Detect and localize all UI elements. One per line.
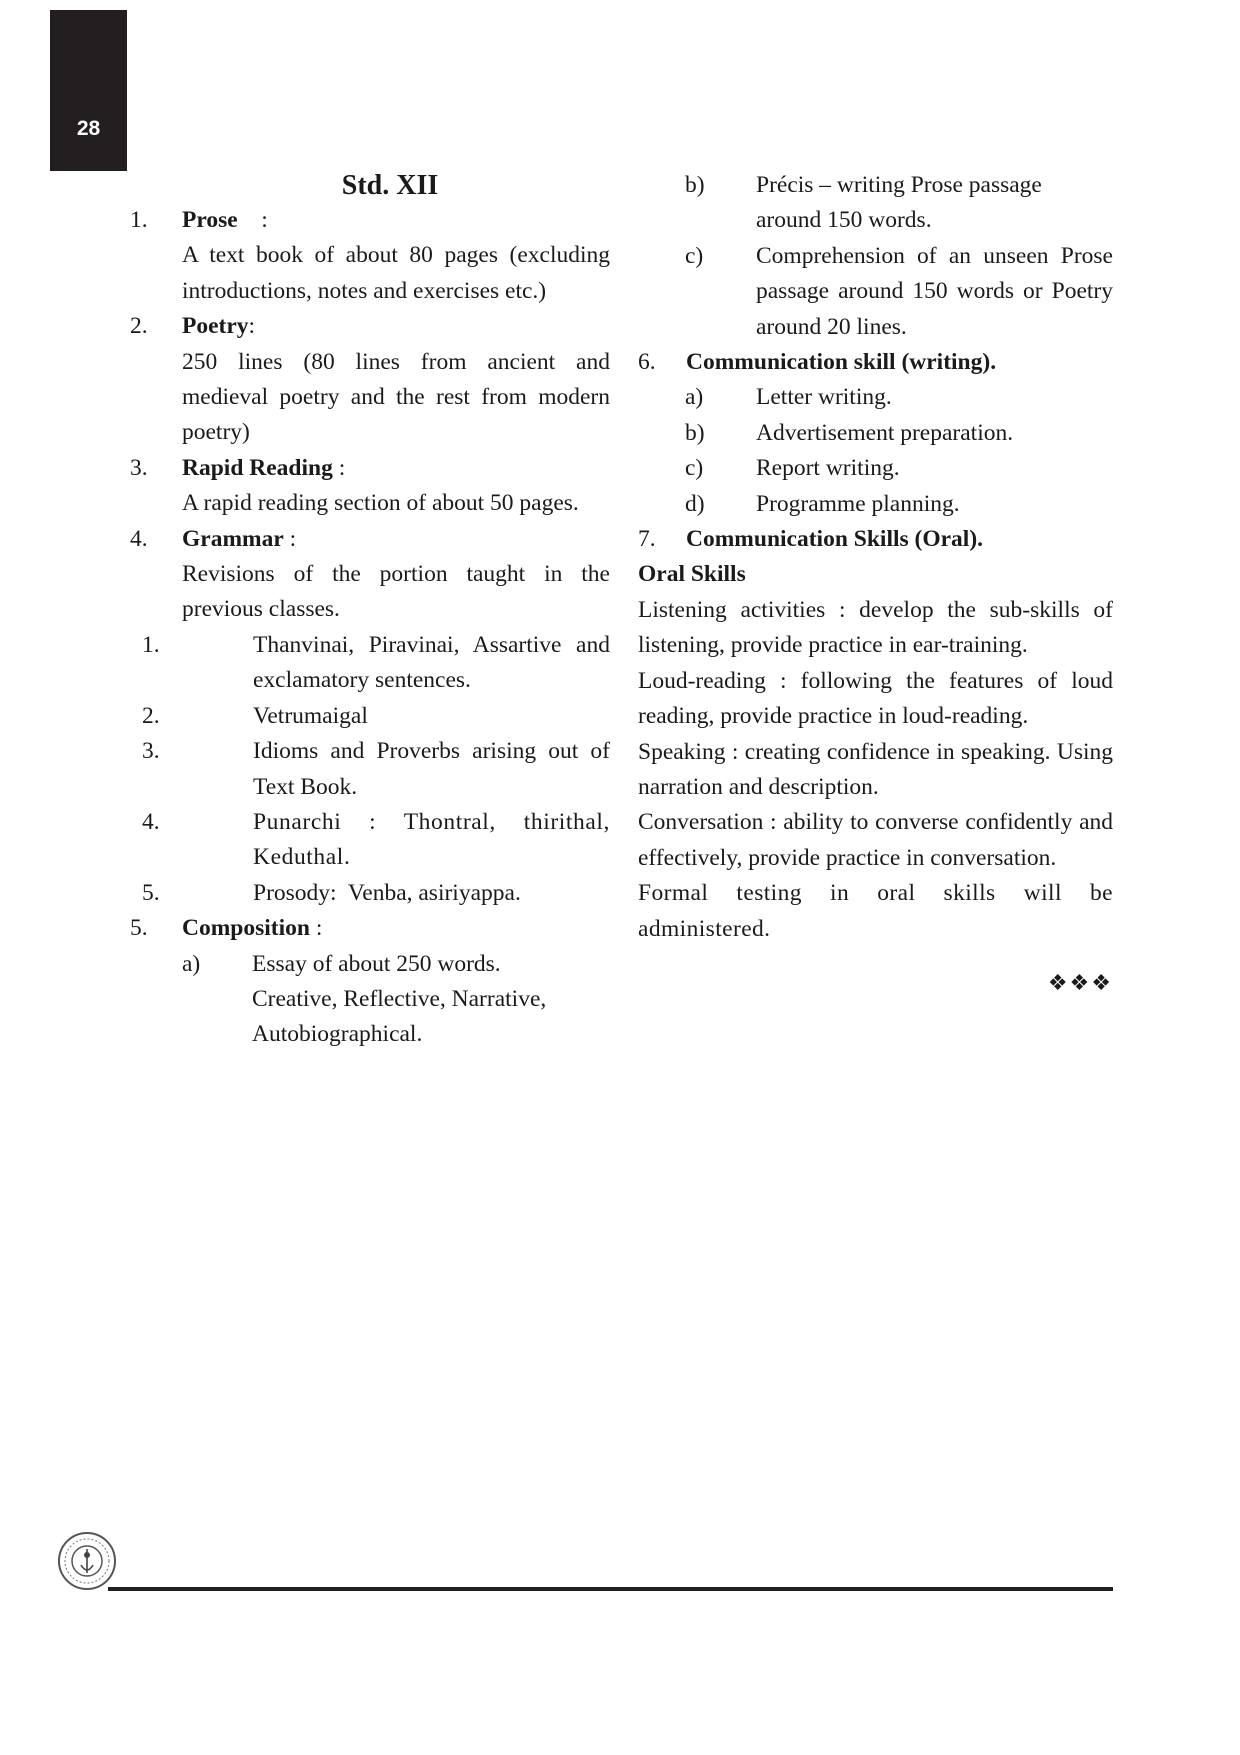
list-item [130,451,610,486]
subitem-number: 5. [142,879,160,906]
item-heading: Rapid Reading [182,454,333,481]
subitem-text: Comprehension of an unseen Prose passage around 150 words or Poetry around 20 lines. [756,242,1113,340]
grammar-subitem [130,876,610,911]
paragraph: Formal testing in oral skills will be administered. [638,880,1113,942]
subitem-number: 4. [142,808,160,835]
subitem-text: Vetrumaigal [253,702,368,729]
paragraph: Conversation : ability to converse confidently and effectively, provide practice in conversation. [638,809,1113,871]
composition-subitem [130,947,610,1053]
paragraph: Listening activities : develop the sub-skills of listening, provide practice in ear-training. [638,596,1113,659]
page-number: 28 [76,117,101,140]
subitem-line: Essay of about 250 words. [252,950,501,977]
item-number: 5. [130,915,148,942]
paragraph: Loud-reading : following the features of loud reading, provide practice in loud-reading. [638,667,1113,730]
section-end-ornament: ❖❖❖ [1047,969,1113,995]
list-item [638,345,1113,380]
item-separator: : [309,915,323,942]
subitem-text: Punarchi : Thontral, thirithal, Keduthal. [253,808,610,871]
subitem-number: b) [685,172,705,198]
oral-skills-heading: Oral Skills [638,561,746,588]
subitem-text: Prosody: Venba, asiriyappa. [253,879,521,906]
item-separator: : [283,525,297,552]
list-item [638,522,1113,557]
subitem-number: 3. [142,738,160,765]
item-number: 2. [130,313,148,340]
subitem-number: b) [685,419,705,446]
item-heading: Composition [182,915,310,942]
item-heading: Communication Skills (Oral). [686,526,984,553]
item-heading: Grammar [182,525,284,552]
item-number: 3. [130,454,148,481]
right-column [638,168,1113,1000]
subitem-number: 2. [142,702,160,729]
subitem-text: Programme planning. [756,490,960,517]
paragraph: Speaking : creating confidence in speaking. Using narration and description. [638,738,1113,800]
item-separator: : [237,207,268,233]
grammar-subitem [130,628,610,699]
item-separator: : [332,454,346,481]
list-item [130,309,610,344]
item-number: 4. [130,525,148,552]
subitem-line: Creative, Reflective, Narrative, [252,985,547,1012]
grammar-subitem [130,805,610,876]
item-heading: Poetry [182,313,249,340]
item-body: A text book of about 80 pages (excluding introductions, notes and exercises etc.) [182,242,610,304]
emblem-seal-icon [57,1531,117,1591]
subitem-number: a) [685,384,704,411]
subitem-number: c) [685,242,704,269]
subitem-text: Advertisement preparation. [756,419,1014,446]
item-heading: Prose [182,207,238,233]
subitem-line: Autobiographical. [252,1021,423,1048]
item-body: A rapid reading section of about 50 pages. [182,490,579,517]
subitem-text: Idioms and Proverbs arising out of Text Book. [253,738,610,800]
writing-subitem [638,451,1113,486]
list-item [130,911,610,946]
list-item [130,522,610,557]
subitem-number: 1. [142,631,160,658]
subitem-number: d) [685,490,705,517]
item-number: 1. [130,207,148,233]
subitem-number: a) [182,950,201,977]
item-heading: Communication skill (writing). [686,349,997,376]
composition-subitem [638,239,1113,345]
grammar-subitem [130,734,610,805]
subitem-text: Thanvinai, Piravinai, Assartive and exclamatory sentences. [253,631,610,694]
writing-subitem [638,416,1113,451]
subitem-number: c) [685,455,704,482]
subitem-text: Précis – writing Prose passage around 150 words. [756,172,1042,234]
writing-subitem [638,487,1113,522]
grammar-subitem [130,699,610,734]
list-item [130,203,610,238]
item-body: Revisions of the portion taught in the previous classes. [182,561,610,623]
page-number-tab [50,10,127,171]
subitem-text: Report writing. [756,455,900,482]
item-number: 6. [638,349,656,376]
writing-subitem [638,380,1113,415]
item-separator: : [248,313,256,340]
subitem-text: Letter writing. [756,384,892,411]
left-column [130,168,610,1053]
item-body: 250 lines (80 lines from ancient and medieval poetry and the rest from modern poetry) [182,348,610,446]
item-number: 7. [638,526,656,553]
composition-subitem [638,168,1113,239]
page-title: Std. XII [341,170,439,201]
footer-rule [108,1587,1113,1591]
